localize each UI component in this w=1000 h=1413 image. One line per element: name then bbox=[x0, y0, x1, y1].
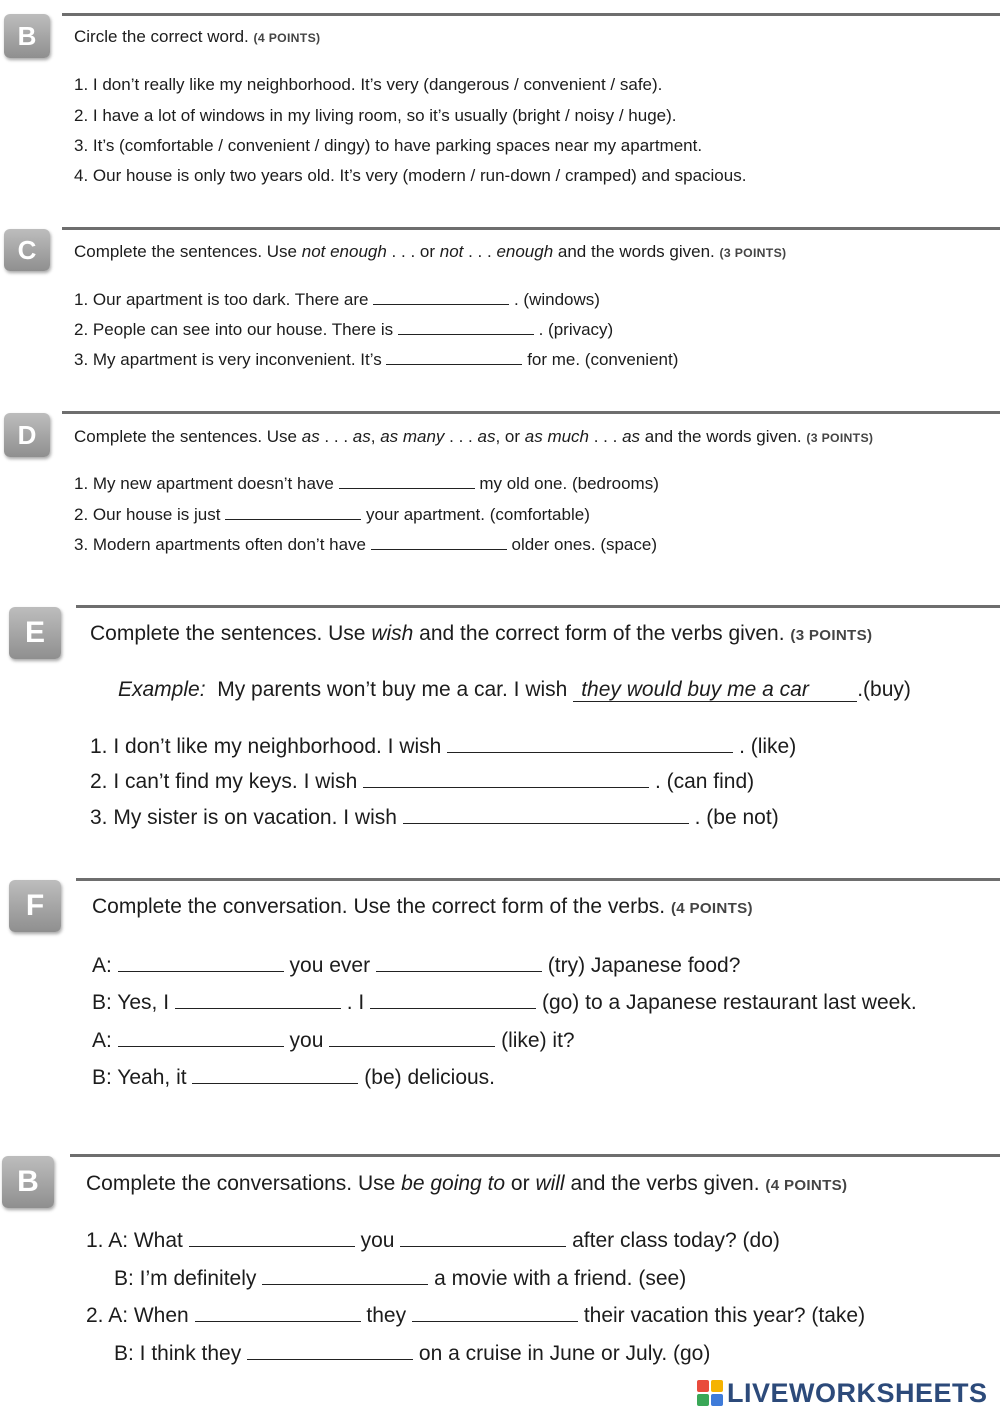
list-item: 1. I don’t like my neighborhood. I wish . (like) bbox=[90, 735, 797, 758]
example-label: Example: bbox=[118, 678, 206, 701]
list-item: 4. Our house is only two years old. It’s very (modern / run-down / cramped) and spacious. bbox=[74, 166, 747, 185]
answer-blank[interactable] bbox=[225, 518, 361, 520]
points-label: (4 POINTS) bbox=[765, 1177, 848, 1194]
section-letter-badge: E bbox=[9, 607, 61, 659]
section-letter-badge: C bbox=[4, 229, 50, 271]
answer-blank[interactable] bbox=[376, 970, 542, 972]
answer-blank[interactable] bbox=[118, 970, 284, 972]
logo-square bbox=[711, 1394, 723, 1406]
list-item: 1. I don’t really like my neighborhood. It’s very (dangerous / convenient / safe). bbox=[74, 75, 663, 94]
section-rule bbox=[76, 878, 1000, 881]
answer-blank[interactable] bbox=[329, 1045, 495, 1047]
dialogue-line: B: I’m definitely a movie with a friend. (see) bbox=[114, 1267, 687, 1290]
list-item: 3. My apartment is very inconvenient. It’s for me. (convenient) bbox=[74, 350, 679, 369]
list-item: 1. Our apartment is too dark. There are . (windows) bbox=[74, 290, 600, 309]
list-item: 2. I can’t find my keys. I wish . (can find) bbox=[90, 770, 755, 793]
list-item: 2. I have a lot of windows in my living room, so it’s usually (bright / noisy / huge). bbox=[74, 106, 677, 125]
section-letter-badge: B bbox=[2, 1156, 54, 1208]
answer-blank[interactable] bbox=[371, 548, 507, 550]
points-label: (3 POINTS) bbox=[790, 627, 873, 644]
section-instruction: Complete the conversations. Use be going to or will and the verbs given. (4 POINTS) bbox=[86, 1172, 848, 1195]
logo-text: LIVEWORKSHEETS bbox=[727, 1377, 988, 1408]
answer-blank[interactable] bbox=[118, 1045, 284, 1047]
points-label: (4 POINTS) bbox=[253, 31, 321, 45]
points-label: (3 POINTS) bbox=[806, 431, 874, 445]
list-item: 3. My sister is on vacation. I wish . (be not) bbox=[90, 806, 779, 829]
section-instruction: Circle the correct word. (4 POINTS) bbox=[74, 27, 321, 46]
section-rule bbox=[62, 13, 1000, 16]
answer-blank[interactable] bbox=[175, 1007, 341, 1009]
answer-blank[interactable] bbox=[447, 751, 733, 753]
answer-blank[interactable] bbox=[412, 1320, 578, 1322]
dialogue-line: B: I think they on a cruise in June or July. (go) bbox=[114, 1342, 711, 1365]
section-rule bbox=[76, 605, 1000, 608]
logo-square bbox=[697, 1380, 709, 1392]
section-instruction: Complete the sentences. Use as . . . as, as many . . . as, or as much . . . as and the words given. (3 POINTS) bbox=[74, 427, 874, 446]
dialogue-line: B: Yes, I . I (go) to a Japanese restaurant last week. bbox=[92, 991, 917, 1014]
answer-blank[interactable] bbox=[363, 786, 649, 788]
answer-blank[interactable] bbox=[247, 1358, 413, 1360]
answer-blank[interactable] bbox=[195, 1320, 361, 1322]
liveworksheets-logo[interactable] bbox=[697, 1378, 988, 1408]
dialogue-line: 2. A: When they their vacation this year? (take) bbox=[86, 1304, 866, 1327]
answer-blank[interactable] bbox=[400, 1245, 566, 1247]
answer-blank[interactable] bbox=[403, 822, 689, 824]
section-letter-badge: B bbox=[4, 14, 50, 58]
section-rule bbox=[62, 411, 1000, 414]
logo-square bbox=[697, 1394, 709, 1406]
answer-blank[interactable] bbox=[339, 487, 475, 489]
logo-mark-icon bbox=[697, 1380, 723, 1406]
section-rule bbox=[62, 227, 1000, 230]
list-item: 3. It’s (comfortable / convenient / dingy) to have parking spaces near my apartment. bbox=[74, 136, 703, 155]
answer-blank[interactable] bbox=[398, 333, 534, 335]
section-instruction: Complete the conversation. Use the correct form of the verbs. (4 POINTS) bbox=[92, 895, 753, 918]
section-letter-badge: F bbox=[9, 880, 61, 932]
answer-blank[interactable] bbox=[386, 363, 522, 365]
example-answer: they would buy me a car bbox=[573, 678, 857, 702]
dialogue-line: 1. A: What you after class today? (do) bbox=[86, 1229, 780, 1252]
points-label: (3 POINTS) bbox=[719, 246, 787, 260]
list-item: 3. Modern apartments often don’t have older ones. (space) bbox=[74, 535, 658, 554]
section-letter-badge: D bbox=[4, 413, 50, 457]
answer-blank[interactable] bbox=[262, 1283, 428, 1285]
list-item: 2. Our house is just your apartment. (comfortable) bbox=[74, 505, 590, 524]
answer-blank[interactable] bbox=[370, 1007, 536, 1009]
section-instruction: Complete the sentences. Use not enough . . . or not . . . enough and the words given. (3 POINTS) bbox=[74, 242, 787, 261]
answer-blank[interactable] bbox=[373, 303, 509, 305]
example-sentence: Example: My parents won’t buy me a car. I wish they would buy me a car .(buy) bbox=[118, 678, 911, 701]
answer-blank[interactable] bbox=[189, 1245, 355, 1247]
section-rule bbox=[70, 1154, 1000, 1157]
section-instruction: Complete the sentences. Use wish and the correct form of the verbs given. (3 POINTS) bbox=[90, 622, 873, 645]
logo-square bbox=[711, 1380, 723, 1392]
dialogue-line: A: you ever (try) Japanese food? bbox=[92, 954, 741, 977]
dialogue-line: B: Yeah, it (be) delicious. bbox=[92, 1066, 496, 1089]
points-label: (4 POINTS) bbox=[670, 900, 753, 917]
list-item: 2. People can see into our house. There is . (privacy) bbox=[74, 320, 614, 339]
dialogue-line: A: you (like) it? bbox=[92, 1029, 575, 1052]
list-item: 1. My new apartment doesn’t have my old one. (bedrooms) bbox=[74, 474, 659, 493]
answer-blank[interactable] bbox=[192, 1082, 358, 1084]
